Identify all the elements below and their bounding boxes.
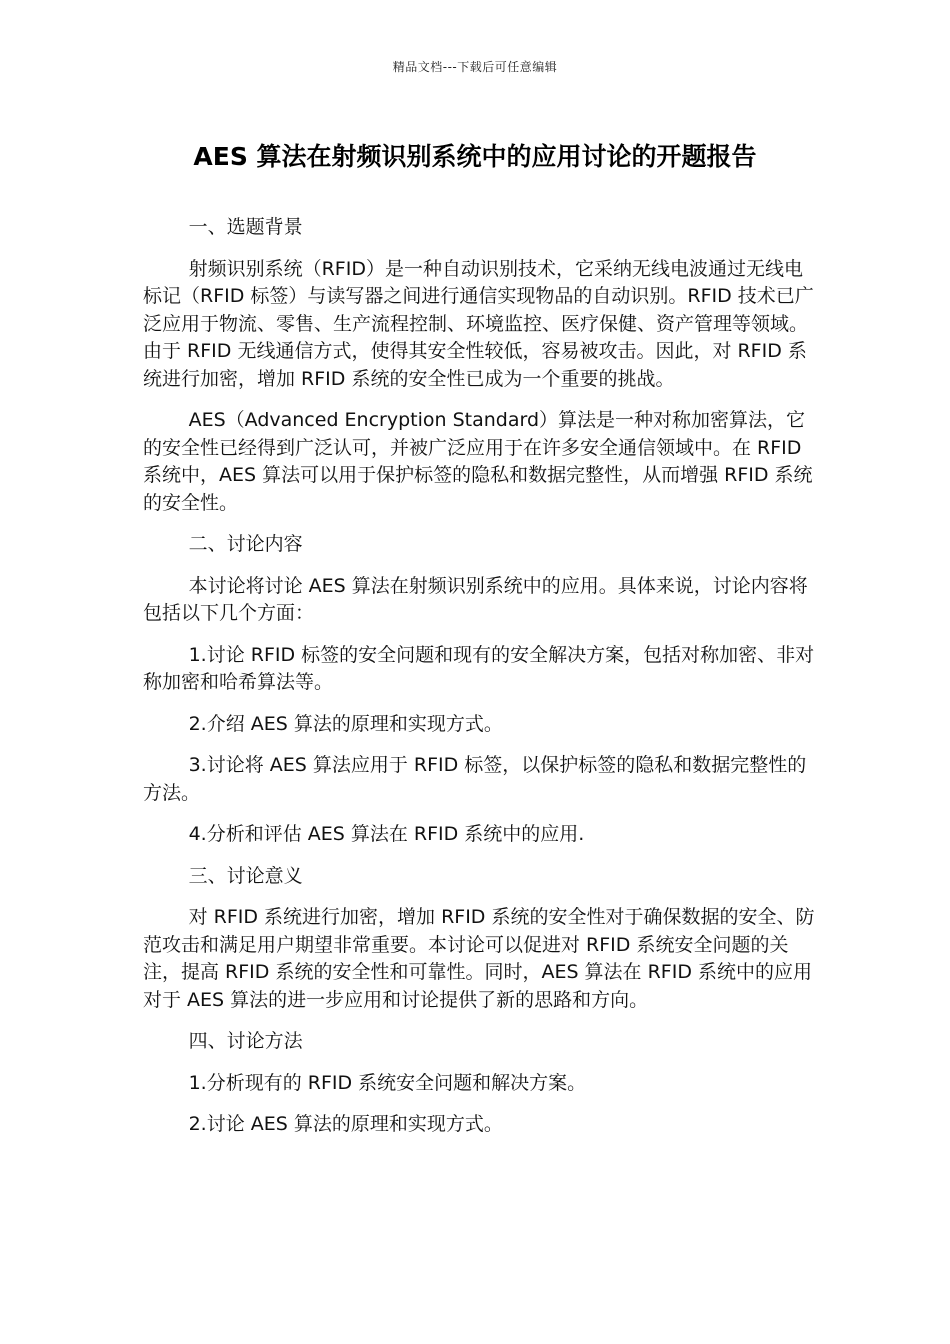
section-heading-background: 一、选题背景 bbox=[188, 216, 303, 238]
page-header: 精品文档---下载后可任意编辑 bbox=[392, 60, 558, 74]
paragraph-content-intro: 本讨论将讨论 AES 算法在射频识别系统中的应用。具体来说，讨论内容将包括以下几个方面： bbox=[143, 574, 808, 624]
document-title: AES 算法在射频识别系统中的应用讨论的开题报告 bbox=[193, 142, 757, 171]
paragraph-significance: 对 RFID 系统进行加密，增加 RFID 系统的安全性对于确保数据的安全、防范攻击和满足用户期望非常重要。本讨论可以促进对 RFID 系统安全问题的关注，提高 RFID 系统的安全性和可靠性。同时，AES 算法在 RFID 系统中的应用对于 AES 算法的进一步应用和讨论提供了新的思路和方向。 bbox=[143, 906, 815, 1011]
list-item-method-2: 2.讨论 AES 算法的原理和实现方式。 bbox=[188, 1113, 503, 1135]
list-item-content-4: 4.分析和评估 AES 算法在 RFID 系统中的应用. bbox=[188, 823, 585, 845]
section-heading-content: 二、讨论内容 bbox=[188, 533, 303, 555]
list-item-content-1: 1.讨论 RFID 标签的安全问题和现有的安全解决方案，包括对称加密、非对称加密和哈希算法等。 bbox=[143, 643, 815, 693]
paragraph-rfid-intro: 射频识别系统（RFID）是一种自动识别技术，它采纳无线电波通过无线电标记（RFID 标签）与读写器之间进行通信实现物品的自动识别。RFID 技术已广泛应用于物流、零售、生产流程控制、环境监控、医疗保健、资产管理等领域。由于 RFID 无线通信方式，使得其安全性较低，容易被攻击。因此，对 RFID 系统进行加密，增加 RFID 系统的安全性已成为一个重要的挑战。 bbox=[143, 257, 814, 390]
list-item-method-1: 1.分析现有的 RFID 系统安全问题和解决方案。 bbox=[188, 1071, 587, 1094]
section-heading-significance: 三、讨论意义 bbox=[188, 864, 303, 887]
paragraph-aes-intro: AES（Advanced Encryption Standard）算法是一种对称加密算法，它的安全性已经得到广泛认可，并被广泛应用于在许多安全通信领域中。在 RFID 系统中，AES 算法可以用于保护标签的隐私和数据完整性，从而增强 RFID 系统的安全性。 bbox=[143, 409, 813, 514]
list-item-content-3: 3.讨论将 AES 算法应用于 RFID 标签，以保护标签的隐私和数据完整性的方法。 bbox=[143, 754, 807, 804]
document-body bbox=[143, 214, 815, 1153]
list-item-content-2: 2.介绍 AES 算法的原理和实现方式。 bbox=[188, 712, 503, 735]
section-heading-methods: 四、讨论方法 bbox=[188, 1030, 303, 1052]
